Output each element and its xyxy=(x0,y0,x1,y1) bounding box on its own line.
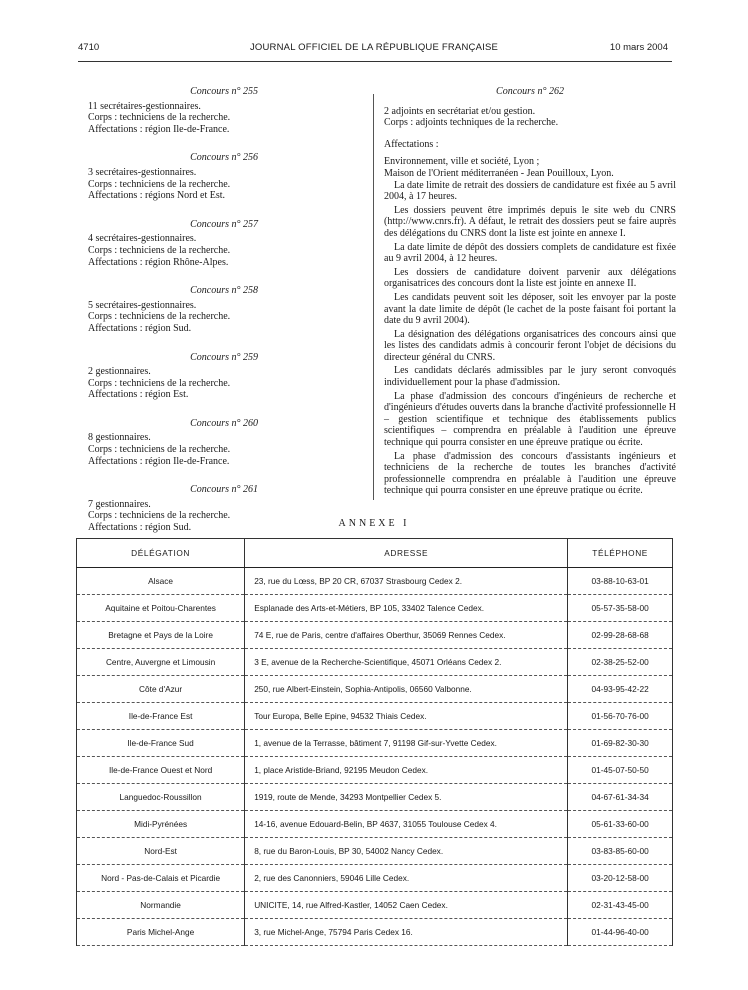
body-paragraph: La phase d'admission des concours d'ingénieurs de recherche et d'ingénieurs d'études ouverts dans la branche d'activité professionnelle H – gestion scientifique et technique des établissements publics scientifiques – comprendra en préalable à l'audition une épreuve technique qui pourra consister en une épreuve pratique ou écrite. xyxy=(384,390,676,449)
concours-line: 5 secrétaires-gestionnaires. xyxy=(88,299,197,311)
phone-cell: 01-44-96-40-00 xyxy=(568,919,673,946)
page-number: 4710 xyxy=(78,42,100,53)
concours-heading: Concours n° 260 xyxy=(190,417,258,429)
concours-heading: Concours n° 262 xyxy=(496,86,564,97)
delegations-table xyxy=(76,538,673,946)
address-cell: 250, rue Albert-Einstein, Sophia-Antipolis, 06560 Valbonne. xyxy=(245,676,568,703)
concours-heading: Concours n° 261 xyxy=(190,484,258,496)
address-cell: Tour Europa, Belle Epine, 94532 Thiais Cedex. xyxy=(245,703,568,730)
phone-cell: 03-83-85-60-00 xyxy=(568,838,673,865)
body-paragraph: La date limite de dépôt des dossiers complets de candidature est fixée au 9 avril 2004, à 12 heures. xyxy=(384,241,676,265)
concours-line: Corps : techniciens de la recherche. xyxy=(88,311,231,323)
delegation-cell: Midi-Pyrénées xyxy=(77,811,245,838)
address-cell: Esplanade des Arts-et-Métiers, BP 105, 33402 Talence Cedex. xyxy=(245,595,568,622)
delegation-cell: Alsace xyxy=(77,568,245,595)
concours-heading: Concours n° 258 xyxy=(190,285,258,297)
address-cell: 1, avenue de la Terrasse, bâtiment 7, 91198 Gif-sur-Yvette Cedex. xyxy=(245,730,568,757)
phone-cell: 02-31-43-45-00 xyxy=(568,892,673,919)
concours-block xyxy=(88,418,350,467)
header-delegation: DÉLÉGATION xyxy=(77,539,245,568)
concours-heading: Concours n° 257 xyxy=(190,218,258,230)
header-rule xyxy=(78,61,672,62)
delegation-cell: Languedoc-Roussillon xyxy=(77,784,245,811)
journal-title: JOURNAL OFFICIEL DE LA RÉPUBLIQUE FRANÇAISE xyxy=(249,42,499,53)
intro-line: 2 adjoints en secrétariat et/ou gestion. xyxy=(384,105,536,117)
concours-line: Corps : techniciens de la recherche. xyxy=(88,244,231,256)
phone-cell: 04-67-61-34-34 xyxy=(568,784,673,811)
concours-line: Affectations : région Ile-de-France. xyxy=(88,123,230,135)
address-cell: 3, rue Michel-Ange, 75794 Paris Cedex 16. xyxy=(245,919,568,946)
concours-line: Affectations : région Est. xyxy=(88,389,189,401)
table-row xyxy=(77,730,673,757)
affectation-line: Maison de l'Orient méditerranéen - Jean Pouilloux, Lyon. xyxy=(384,167,614,179)
delegation-cell: Nord-Est xyxy=(77,838,245,865)
concours-block xyxy=(88,219,350,268)
phone-cell: 05-61-33-60-00 xyxy=(568,811,673,838)
delegation-cell: Ile-de-France Est xyxy=(77,703,245,730)
concours-line: 2 gestionnaires. xyxy=(88,366,151,378)
phone-cell: 01-56-70-76-00 xyxy=(568,703,673,730)
issue-date: 10 mars 2004 xyxy=(609,42,668,53)
concours-line: Corps : techniciens de la recherche. xyxy=(88,178,231,190)
paragraphs xyxy=(384,180,676,497)
address-cell: 1, place Aristide-Briand, 92195 Meudon Cedex. xyxy=(245,757,568,784)
phone-cell: 03-20-12-58-00 xyxy=(568,865,673,892)
delegation-cell: Normandie xyxy=(77,892,245,919)
table-row xyxy=(77,838,673,865)
table-row xyxy=(77,568,673,595)
table-row xyxy=(77,784,673,811)
address-cell: 14-16, avenue Edouard-Belin, BP 4637, 31055 Toulouse Cedex 4. xyxy=(245,811,568,838)
table-row xyxy=(77,892,673,919)
concours-line: 8 gestionnaires. xyxy=(88,432,151,444)
table-row xyxy=(77,703,673,730)
concours-heading: Concours n° 256 xyxy=(190,152,258,164)
page-header xyxy=(0,42,748,56)
body-paragraph: La date limite de retrait des dossiers de candidature est fixée au 5 avril 2004, à 17 heures. xyxy=(384,179,676,203)
concours-line: Corps : techniciens de la recherche. xyxy=(88,377,231,389)
phone-cell: 02-99-28-68-68 xyxy=(568,622,673,649)
delegation-cell: Centre, Auvergne et Limousin xyxy=(77,649,245,676)
phone-cell: 03-88-10-63-01 xyxy=(568,568,673,595)
table-row xyxy=(77,757,673,784)
concours-block xyxy=(88,152,350,201)
body-paragraph: La phase d'admission des concours d'assistants ingénieurs et techniciens de la recherche de toutes les branches d'activité professionnelle comprendra en préalable à l'audition une épreuve technique qui pourra consister en une épreuve pratique ou écrite. xyxy=(384,450,676,497)
phone-cell: 01-45-07-50-50 xyxy=(568,757,673,784)
delegation-cell: Paris Michel-Ange xyxy=(77,919,245,946)
delegation-cell: Aquitaine et Poitou-Charentes xyxy=(77,595,245,622)
phone-cell: 05-57-35-58-00 xyxy=(568,595,673,622)
address-cell: 2, rue des Canonniers, 59046 Lille Cedex. xyxy=(245,865,568,892)
delegation-cell: Ile-de-France Ouest et Nord xyxy=(77,757,245,784)
body-paragraph: Les dossiers peuvent être imprimés depuis le site web du CNRS (http://www.cnrs.fr). A défaut, le retrait des dossiers peut se faire auprès des délégations du CNRS dont la liste est jointe en annexe I. xyxy=(384,204,676,239)
phone-cell: 01-69-82-30-30 xyxy=(568,730,673,757)
table-row xyxy=(77,676,673,703)
delegation-cell: Nord - Pas-de-Calais et Picardie xyxy=(77,865,245,892)
concours-line: 4 secrétaires-gestionnaires. xyxy=(88,233,197,245)
phone-cell: 02-38-25-52-00 xyxy=(568,649,673,676)
concours-heading: Concours n° 255 xyxy=(190,86,258,97)
body-paragraph: Les dossiers de candidature doivent parvenir aux délégations organisatrices des concours dont la liste est jointe en annexe II. xyxy=(384,266,676,290)
concours-line: Corps : techniciens de la recherche. xyxy=(88,112,231,124)
concours-line: Affectations : régions Nord et Est. xyxy=(88,190,226,202)
address-cell: 1919, route de Mende, 34293 Montpellier Cedex 5. xyxy=(245,784,568,811)
table-header-row xyxy=(77,539,673,568)
concours-line: Affectations : région Ile-de-France. xyxy=(88,455,230,467)
table-row xyxy=(77,811,673,838)
concours-line: Corps : techniciens de la recherche. xyxy=(88,444,231,456)
address-cell: 3 E, avenue de la Recherche-Scientifique, 45071 Orléans Cedex 2. xyxy=(245,649,568,676)
address-cell: 74 E, rue de Paris, centre d'affaires Oberthur, 35069 Rennes Cedex. xyxy=(245,622,568,649)
address-cell: UNICITE, 14, rue Alfred-Kastler, 14052 Caen Cedex. xyxy=(245,892,568,919)
table-row xyxy=(77,865,673,892)
table-row xyxy=(77,622,673,649)
intro-line: Corps : adjoints techniques de la recherche. xyxy=(384,117,559,129)
table-body xyxy=(77,568,673,946)
affectations-label: Affectations : xyxy=(384,138,439,150)
concours-line: 11 secrétaires-gestionnaires. xyxy=(88,100,201,112)
concours-line: 7 gestionnaires. xyxy=(88,498,151,510)
right-column xyxy=(384,86,676,499)
phone-cell: 04-93-95-42-22 xyxy=(568,676,673,703)
left-column xyxy=(88,86,350,551)
annexe-title: ANNEXE I xyxy=(338,518,410,529)
table-row xyxy=(77,595,673,622)
body-paragraph: Les candidats peuvent soit les déposer, soit les envoyer par la poste avant la date limite de dépôt (le cachet de la poste faisant foi portant la date du 9 avril 2004). xyxy=(384,291,676,327)
affectation-line: Environnement, ville et société, Lyon ; xyxy=(384,156,540,168)
concours-block xyxy=(88,285,350,334)
concours-line: Corps : techniciens de la recherche. xyxy=(88,510,231,522)
concours-block xyxy=(88,352,350,401)
address-cell: 8, rue du Baron-Louis, BP 30, 54002 Nancy Cedex. xyxy=(245,838,568,865)
header-adresse: ADRESSE xyxy=(245,539,568,568)
concours-line: Affectations : région Sud. xyxy=(88,322,192,334)
header-telephone: TÉLÉPHONE xyxy=(568,539,673,568)
address-cell: 23, rue du Lœss, BP 20 CR, 67037 Strasbourg Cedex 2. xyxy=(245,568,568,595)
concours-line: Affectations : région Sud. xyxy=(88,522,192,534)
concours-heading: Concours n° 259 xyxy=(190,351,258,363)
delegation-cell: Côte d'Azur xyxy=(77,676,245,703)
concours-block xyxy=(88,86,350,135)
delegation-cell: Ile-de-France Sud xyxy=(77,730,245,757)
body-paragraph: Les candidats déclarés admissibles par le jury seront convoqués individuellement pour la phase d'admission. xyxy=(384,365,676,389)
concours-line: Affectations : région Rhône-Alpes. xyxy=(88,256,229,268)
concours-line: 3 secrétaires-gestionnaires. xyxy=(88,166,197,178)
delegation-cell: Bretagne et Pays de la Loire xyxy=(77,622,245,649)
column-separator xyxy=(373,94,374,500)
body-paragraph: La désignation des délégations organisatrices des concours ainsi que les listes des candidats admis à concourir feront l'objet de décisions du directeur général du CNRS. xyxy=(384,328,676,363)
table-row xyxy=(77,919,673,946)
table-row xyxy=(77,649,673,676)
